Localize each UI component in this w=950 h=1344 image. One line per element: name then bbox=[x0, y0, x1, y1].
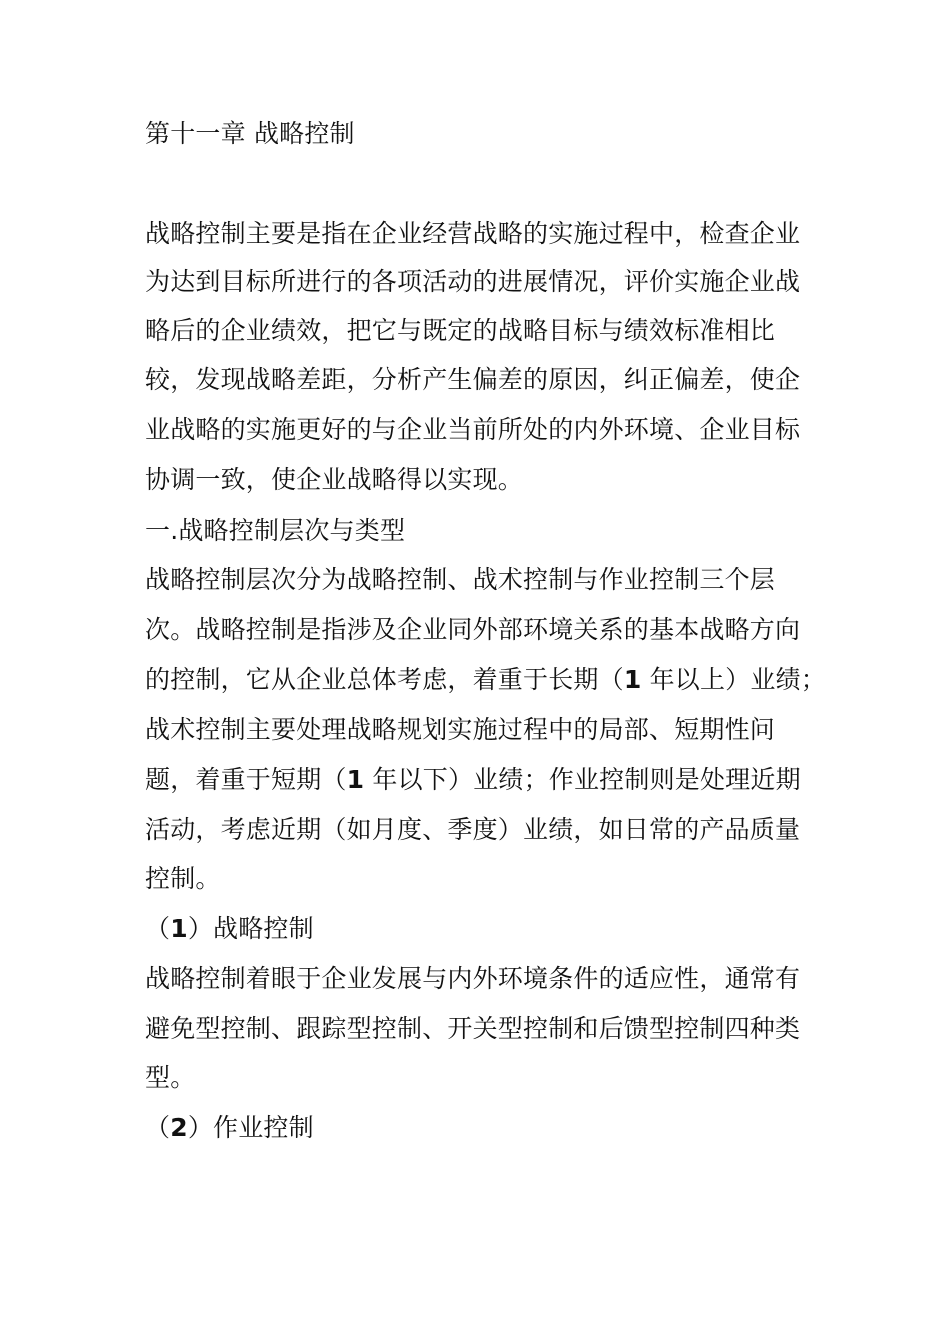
numeral: 1 bbox=[623, 665, 642, 694]
paragraph-line: 协调一致，使企业战略得以实现。 bbox=[145, 465, 524, 494]
paragraph-line: 的控制，它从企业总体考虑，着重于长期（1 年以上）业绩； bbox=[145, 665, 826, 694]
numeral: 1 bbox=[346, 765, 365, 794]
paragraph-line: 较，发现战略差距，分析产生偏差的原因，纠正偏差，使企 bbox=[145, 365, 801, 394]
paragraph-line: 战略控制层次分为战略控制、战术控制与作业控制三个层 bbox=[145, 565, 776, 594]
subsection-heading: （2）作业控制 bbox=[145, 1113, 314, 1142]
paragraph-line: 次。战略控制是指涉及企业同外部环境关系的基本战略方向 bbox=[145, 615, 801, 644]
paragraph-line: 题，着重于短期（1 年以下）业绩；作业控制则是处理近期 bbox=[145, 765, 801, 794]
paragraph-line: 战术控制主要处理战略规划实施过程中的局部、短期性问 bbox=[145, 715, 776, 744]
numeral: 2 bbox=[170, 1113, 188, 1142]
section-heading: 一.战略控制层次与类型 bbox=[145, 516, 406, 545]
paragraph-line: 战略控制着眼于企业发展与内外环境条件的适应性，通常有 bbox=[145, 964, 801, 993]
chapter-title: 第十一章 战略控制 bbox=[145, 119, 355, 148]
paragraph-line: 略后的企业绩效，把它与既定的战略目标与绩效标准相比 bbox=[145, 316, 776, 345]
numeral: 1 bbox=[170, 914, 188, 943]
paragraph-line: 控制。 bbox=[145, 864, 221, 893]
paragraph-line: 活动，考虑近期（如月度、季度）业绩，如日常的产品质量 bbox=[145, 815, 801, 844]
paragraph-line: 战略控制主要是指在企业经营战略的实施过程中，检查企业 bbox=[145, 219, 801, 248]
paragraph-line: 为达到目标所进行的各项活动的进展情况，评价实施企业战 bbox=[145, 267, 801, 296]
paragraph-line: 业战略的实施更好的与企业当前所处的内外环境、企业目标 bbox=[145, 415, 801, 444]
paragraph-line: 避免型控制、跟踪型控制、开关型控制和后馈型控制四种类 bbox=[145, 1014, 801, 1043]
paragraph-line: 型。 bbox=[145, 1063, 196, 1092]
subsection-heading: （1）战略控制 bbox=[145, 914, 314, 943]
